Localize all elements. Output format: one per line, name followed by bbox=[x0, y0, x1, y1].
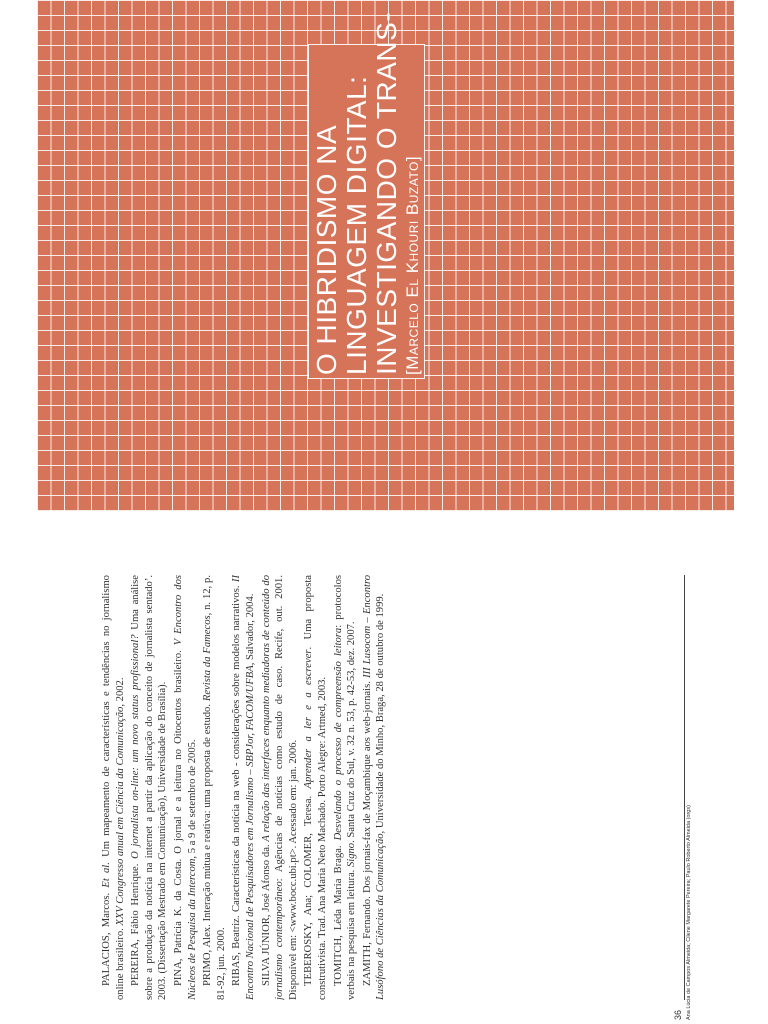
reference-text: TEBEROSKY, Ana; COLOMER, Teresa. bbox=[303, 788, 315, 986]
reference-text: SILVA JÚNIOR, José Afonso da. bbox=[260, 841, 272, 986]
reference-text: PRIMO, Alex. Interação mútua e reativa: uma proposta de estudo. bbox=[202, 701, 214, 986]
reference-text: ZAMITH, Fernando. Dos jornais-fax de Moçambique aos web-jornais. bbox=[361, 677, 373, 986]
footer bbox=[668, 575, 698, 1020]
references-list bbox=[100, 575, 390, 1000]
reference-entry bbox=[260, 575, 301, 1000]
reference-title: Revista da Famecos bbox=[202, 615, 214, 702]
title-line-2: LINGUAGEM DIGITAL: bbox=[341, 75, 372, 375]
reference-text: Uma análise sobre a produção da notícia na internet a partir da aplicação do conceito de jornalista sentado’. 2003. (Dissertação Mestrado em Comunicação), Universidade de Brasília). bbox=[130, 575, 169, 1000]
chapter-title bbox=[311, 11, 424, 375]
title-line-1: O HIBRIDISMO NA bbox=[311, 124, 342, 375]
cover-panel bbox=[37, 0, 734, 511]
reference-title: XXV Congresso anual em Ciência da Comunicação bbox=[114, 706, 126, 926]
reference-entry bbox=[100, 575, 127, 1000]
reference-entry bbox=[201, 575, 228, 1000]
reference-entry bbox=[230, 575, 257, 1000]
reference-title: Signo bbox=[346, 842, 358, 868]
reference-entry bbox=[302, 575, 329, 1000]
reference-title: III Lusocom – Encontro Lusófono de Ciências da Comunicação bbox=[361, 575, 387, 1000]
reference-text: . Santa Cruz do Sul, v. 32 n. 53, p. 42-53, dez. 2007. bbox=[346, 621, 358, 843]
reference-text: , 5 a 9 de setembro de 2005. bbox=[186, 739, 198, 859]
reference-text: : Agências de notícias como estudo de caso. Recife, out. 2001. Disponível em: <www.bocc.ubi.pt>. Acessado em: jan. 2006. bbox=[274, 575, 299, 1000]
reference-text: RIBAS, Beatriz. Características da notícia na web - considerações sobre modelos narrativos. bbox=[231, 582, 243, 986]
reference-text: PINA, Patrícia K. da Costa. O jornal e a leitura no Oitocentos brasileiro. bbox=[172, 645, 184, 986]
reference-text: , 2002. bbox=[114, 677, 126, 707]
reference-title: Et al. bbox=[101, 862, 112, 888]
reference-entry bbox=[172, 575, 199, 1000]
footer-credit: Ana Lúcia de Campos Almeida; Cilene Margarete Pereira; Paulo Roberto Almeida (orgs) bbox=[686, 805, 692, 1020]
title-line-3: INVESTIGANDO O TRANS- bbox=[371, 11, 402, 375]
reference-text: Um mapeamento de características e tendências no jornalismo online brasileiro. bbox=[101, 575, 126, 1000]
reference-title: Desvelando o processo de compreensão leitora bbox=[332, 627, 344, 841]
reference-text: , Universidade do Minho, Braga, 28 de outubro de 1999. bbox=[375, 593, 387, 834]
reference-text: TOMITCH, Léda Maria Braga. bbox=[332, 840, 344, 986]
reference-title: V Encontro dos Núcleos de Pesquisa da Intercom bbox=[172, 575, 198, 1000]
title-block bbox=[309, 11, 424, 378]
author-name: [Marcelo El Khouri Buzato] bbox=[403, 155, 422, 375]
footer-text bbox=[668, 575, 693, 1020]
reference-text: . Uma proposta construtivista. Trad. Ana Maria Neto Machado. Porto Alegre: Artmed, 2003. bbox=[303, 575, 328, 1000]
references-column bbox=[100, 575, 540, 1000]
reference-text: PALACIOS, Marcos. bbox=[101, 887, 112, 986]
reference-entry bbox=[332, 575, 359, 1000]
reference-text: , n. 12, p. 81-92, jun. 2000. bbox=[202, 575, 227, 1000]
reference-title: II Encontro Nacional de Pesquisadores em Jornalismo – SBPJor, FACOM/UFBA bbox=[231, 575, 256, 1000]
reference-text: : protocolos verbais na pesquisa em leitura. bbox=[332, 575, 358, 1000]
reference-entry bbox=[129, 575, 170, 1000]
reference-title: O jornalista on-line: um novo status profissional? bbox=[130, 634, 142, 859]
reference-text: , Salvador, 2004. bbox=[244, 593, 256, 666]
reference-entry bbox=[361, 575, 388, 1000]
page-number: 36 bbox=[673, 1009, 683, 1020]
reference-title: Aprender a ler e a escrever bbox=[303, 649, 315, 789]
reference-text: PEREIRA, Fábio Henrique. bbox=[130, 858, 142, 986]
reference-title: A relação das interfaces enquanto mediadoras de conteúdo do jornalismo contemporâneo bbox=[260, 575, 286, 1000]
